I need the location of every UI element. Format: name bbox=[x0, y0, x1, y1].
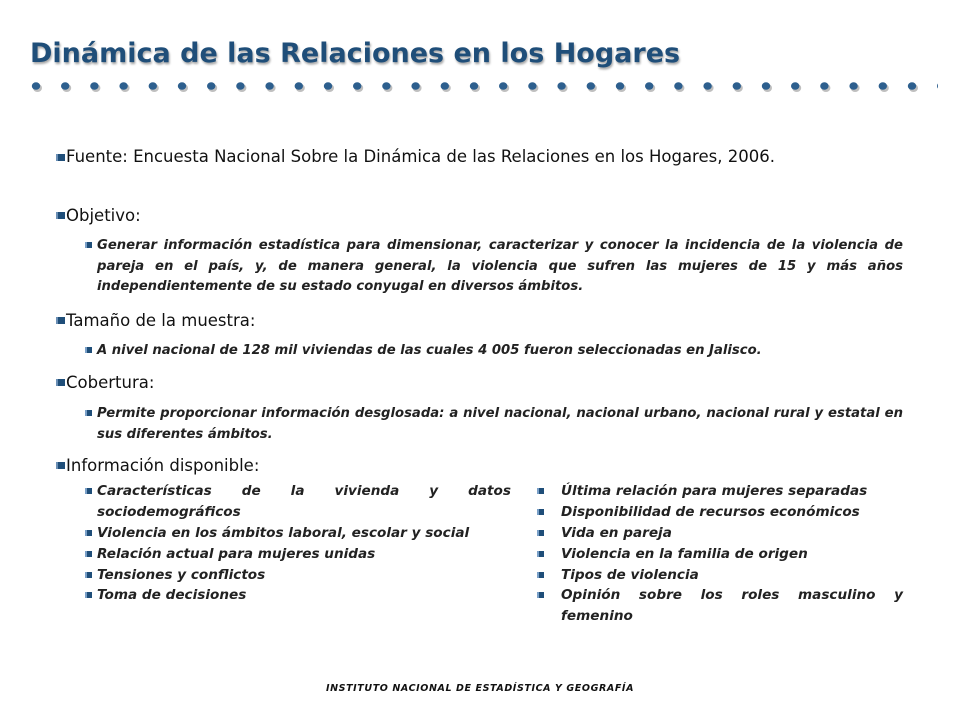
divider-dot bbox=[411, 82, 419, 90]
list-item: Violencia en los ámbitos laboral, escolar y social bbox=[97, 525, 470, 541]
sub-bullet-icon bbox=[85, 488, 92, 494]
divider-dot bbox=[528, 82, 536, 90]
objective-text: Generar información estadística para dimensionar, caracterizar y conocer la incidencia de la violencia de pareja en el país, y, de manera general, la violencia que sufren las mujeres de 15 y más años independientemente de su estado conyugal en diversos ámbitos. bbox=[97, 238, 903, 294]
sub-bullet-icon bbox=[537, 592, 544, 598]
divider-dot bbox=[324, 82, 332, 90]
divider-dot bbox=[295, 82, 303, 90]
divider-dot bbox=[32, 82, 40, 90]
list-item: Toma de decisiones bbox=[97, 587, 247, 603]
divider-dot bbox=[674, 82, 682, 90]
title-dot-divider bbox=[28, 78, 938, 94]
divider-dot bbox=[703, 82, 711, 90]
list-item: Vida en pareja bbox=[561, 525, 672, 541]
bullet-icon bbox=[56, 317, 65, 324]
divider-dot bbox=[937, 82, 938, 90]
list-item: Disponibilidad de recursos económicos bbox=[561, 504, 860, 520]
divider-dot bbox=[119, 82, 127, 90]
bullet-icon bbox=[56, 462, 65, 469]
divider-dot bbox=[587, 82, 595, 90]
sub-bullet-icon bbox=[537, 509, 544, 515]
list-item: Características de la vivienda y datos sociodemográficos bbox=[97, 483, 511, 520]
bullet-icon bbox=[56, 379, 65, 386]
sub-bullet-icon bbox=[85, 242, 92, 248]
divider-dot bbox=[557, 82, 565, 90]
bullet-icon bbox=[56, 154, 65, 161]
divider-dot bbox=[178, 82, 186, 90]
divider-dot bbox=[733, 82, 741, 90]
sub-bullet-icon bbox=[537, 530, 544, 536]
divider-dot bbox=[645, 82, 653, 90]
divider-dot bbox=[382, 82, 390, 90]
page-title: Dinámica de las Relaciones en los Hogares bbox=[30, 38, 681, 69]
objective-heading: Objetivo: bbox=[66, 206, 141, 225]
sample-heading: Tamaño de la muestra: bbox=[66, 311, 256, 330]
bullet-icon bbox=[56, 212, 65, 219]
divider-dot bbox=[470, 82, 478, 90]
divider-dot bbox=[820, 82, 828, 90]
list-item: Tipos de violencia bbox=[561, 567, 699, 583]
source-text: Fuente: Encuesta Nacional Sobre la Dinámica de las Relaciones en los Hogares, 2006. bbox=[66, 147, 775, 166]
list-item: Relación actual para mujeres unidas bbox=[97, 546, 376, 562]
sub-bullet-icon bbox=[85, 410, 92, 416]
available-info-heading: Información disponible: bbox=[66, 456, 260, 475]
sub-bullet-icon bbox=[537, 488, 544, 494]
sample-text: A nivel nacional de 128 mil viviendas de las cuales 4 005 fueron seleccionadas en Jalisco. bbox=[97, 343, 762, 358]
divider-dot bbox=[879, 82, 887, 90]
sub-bullet-icon bbox=[537, 551, 544, 557]
divider-dot bbox=[61, 82, 69, 90]
list-item: Última relación para mujeres separadas bbox=[561, 483, 868, 499]
divider-dot bbox=[791, 82, 799, 90]
sub-bullet-icon bbox=[537, 572, 544, 578]
sub-bullet-icon bbox=[85, 530, 92, 536]
divider-dot bbox=[236, 82, 244, 90]
sub-bullet-icon bbox=[85, 572, 92, 578]
list-item: Tensiones y conflictos bbox=[97, 567, 266, 583]
divider-dot bbox=[849, 82, 857, 90]
divider-dot bbox=[441, 82, 449, 90]
divider-dot bbox=[353, 82, 361, 90]
divider-dot bbox=[908, 82, 916, 90]
footer-institution: INSTITUTO NACIONAL DE ESTADÍSTICA Y GEOGRAFÍA bbox=[325, 683, 635, 694]
divider-dot bbox=[762, 82, 770, 90]
divider-dot bbox=[616, 82, 624, 90]
divider-dot bbox=[499, 82, 507, 90]
sub-bullet-icon bbox=[85, 551, 92, 557]
coverage-heading: Cobertura: bbox=[66, 373, 155, 392]
list-item: Violencia en la familia de origen bbox=[561, 546, 808, 562]
divider-dot bbox=[149, 82, 157, 90]
divider-dot bbox=[265, 82, 273, 90]
sub-bullet-icon bbox=[85, 592, 92, 598]
divider-dot bbox=[207, 82, 215, 90]
sub-bullet-icon bbox=[85, 347, 92, 353]
coverage-text: Permite proporcionar información desglosada: a nivel nacional, nacional urbano, nacional rural y estatal en sus diferentes ámbitos. bbox=[97, 406, 903, 442]
list-item: Opinión sobre los roles masculino y femenino bbox=[561, 587, 903, 624]
divider-dot bbox=[90, 82, 98, 90]
